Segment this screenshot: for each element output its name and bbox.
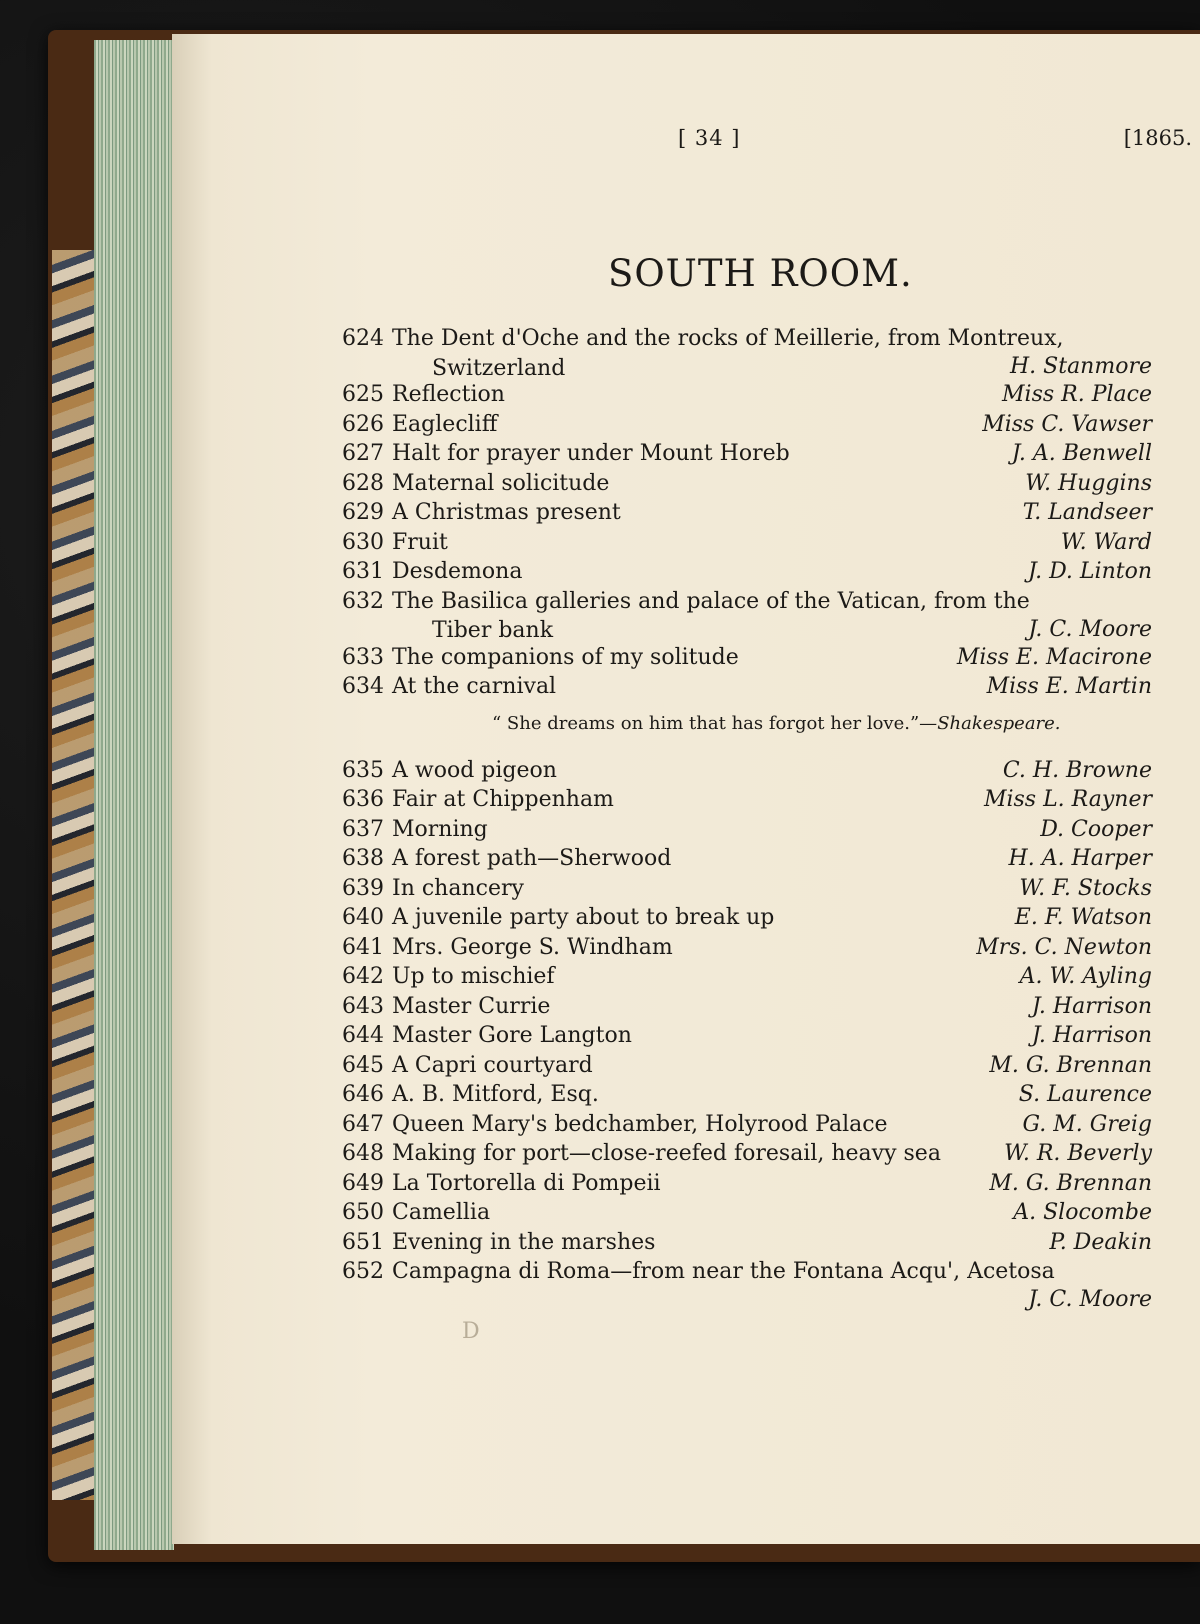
catalogue-entry — [342, 1257, 1152, 1313]
entry-number: 631 — [342, 559, 384, 584]
entry-artist: M. G. Brennan — [989, 1170, 1152, 1196]
entry-title: Campagna di Roma—from near the Fontana Acqu', Acetosa — [392, 1259, 1055, 1284]
entry-artist: Miss E. Martin — [986, 674, 1152, 699]
entry-number: 629 — [342, 500, 384, 525]
entry-title-continued: Switzerland — [432, 355, 566, 381]
entry-number: 634 — [342, 674, 384, 699]
entry-title: Evening in the marshes — [392, 1229, 656, 1255]
catalogue-entry — [342, 844, 1152, 874]
entry-artist: H. Stanmore — [1009, 354, 1152, 379]
entry-title-continued: Tiber bank — [432, 618, 554, 643]
catalogue-entry — [342, 1110, 1152, 1140]
entry-number: 627 — [342, 441, 384, 466]
catalogue-entry — [342, 1228, 1152, 1258]
entry-artist: J. Harrison — [1031, 1023, 1152, 1048]
entry-line — [342, 528, 1152, 558]
entry-number: 650 — [342, 1200, 384, 1225]
catalogue-entry — [342, 498, 1152, 528]
entry-artist: A. W. Ayling — [1019, 964, 1152, 989]
entry-artist: Miss L. Rayner — [983, 787, 1152, 812]
entry-artist: W. F. Stocks — [1019, 875, 1152, 901]
entry-title: Mrs. George S. Windham — [392, 934, 673, 960]
entry-line — [342, 1021, 1152, 1051]
entry-title: Master Currie — [392, 993, 551, 1019]
catalogue-entry — [342, 1051, 1152, 1081]
entry-number: 646 — [342, 1082, 384, 1107]
quote-text: “ She dreams on him that has forgot her love.”— — [492, 712, 938, 734]
running-head — [172, 126, 1200, 156]
entry-title: The Dent d'Oche and the rocks of Meillerie, from Montreux, — [392, 326, 1064, 351]
entry-number: 651 — [342, 1229, 384, 1255]
entry-title: The Basilica galleries and palace of the Vatican, from the — [392, 588, 1030, 614]
catalogue-entry — [342, 785, 1152, 815]
catalogue-entry — [342, 528, 1152, 558]
entries-group-b — [342, 756, 1152, 1314]
entry-title: Maternal solicitude — [392, 470, 610, 496]
quote — [342, 710, 1152, 738]
entry-title: A Christmas present — [392, 500, 621, 525]
entry-number: 637 — [342, 816, 384, 842]
entries-list — [342, 324, 1152, 1313]
entry-number: 645 — [342, 1052, 384, 1078]
entry-artist: Miss C. Vawser — [982, 411, 1152, 437]
catalogue-entry — [342, 672, 1152, 702]
entry-artist: J. A. Benwell — [1011, 441, 1152, 466]
entry-title: Fruit — [392, 529, 448, 555]
entry-artist: J. Harrison — [1031, 993, 1152, 1019]
entry-number: 640 — [342, 905, 384, 930]
page-year: [1865. — [1123, 126, 1192, 150]
entry-line — [342, 587, 1152, 617]
entry-title: Making for port—close-reefed foresail, heavy sea — [392, 1141, 941, 1166]
entry-number: 633 — [342, 644, 384, 670]
entry-artist: D. Cooper — [1040, 816, 1152, 842]
entry-number: 647 — [342, 1111, 384, 1137]
entry-number: 636 — [342, 787, 384, 812]
entry-number: 626 — [342, 411, 384, 437]
entry-title: Fair at Chippenham — [392, 787, 614, 812]
catalogue-entry — [342, 587, 1152, 643]
catalogue-entry — [342, 439, 1152, 469]
entry-artist: W. R. Beverly — [1004, 1141, 1152, 1166]
entry-title: The companions of my solitude — [392, 644, 739, 670]
entry-number: 624 — [342, 326, 384, 351]
entry-artist: E. F. Watson — [1014, 905, 1152, 930]
entry-artist: H. A. Harper — [1008, 846, 1152, 871]
catalogue-entry — [342, 469, 1152, 499]
entry-title: Master Gore Langton — [392, 1023, 632, 1048]
page — [172, 34, 1200, 1544]
entry-number: 652 — [342, 1259, 384, 1284]
page-number: [ 34 ] — [678, 126, 741, 150]
entry-title: At the carnival — [392, 674, 557, 699]
entry-number: 632 — [342, 588, 384, 614]
entry-title: A juvenile party about to break up — [392, 905, 775, 930]
catalogue-entry — [342, 380, 1152, 410]
entry-title: A Capri courtyard — [392, 1052, 593, 1078]
catalogue-entry — [342, 643, 1152, 673]
entry-number: 639 — [342, 875, 384, 901]
catalogue-entry — [342, 1021, 1152, 1051]
section-title: SOUTH ROOM. — [608, 252, 913, 295]
entry-title: In chancery — [392, 875, 524, 901]
catalogue-entry — [342, 756, 1152, 786]
entry-title: Up to mischief — [392, 964, 555, 989]
catalogue-entry — [342, 324, 1152, 380]
entry-title: Morning — [392, 816, 488, 842]
entry-line — [342, 1257, 1152, 1287]
catalogue-entry — [342, 410, 1152, 440]
entry-artist: A. Slocombe — [1013, 1200, 1152, 1225]
entry-number: 630 — [342, 529, 384, 555]
catalogue-entry — [342, 1169, 1152, 1199]
catalogue-entry — [342, 992, 1152, 1022]
entry-artist: S. Laurence — [1018, 1082, 1152, 1107]
entry-title: A. B. Mitford, Esq. — [392, 1082, 599, 1107]
entry-title: A wood pigeon — [392, 757, 557, 783]
catalogue-entry — [342, 815, 1152, 845]
marbled-edge — [52, 250, 94, 1500]
entry-title: La Tortorella di Pompeii — [392, 1170, 661, 1196]
entry-number: 643 — [342, 993, 384, 1019]
entry-artist: M. G. Brennan — [989, 1052, 1152, 1078]
entry-number: 641 — [342, 934, 384, 960]
entry-number: 649 — [342, 1170, 384, 1196]
entry-artist: J. C. Moore — [1028, 616, 1152, 642]
entry-artist: J. D. Linton — [1027, 559, 1152, 584]
catalogue-entry — [342, 1198, 1152, 1228]
catalogue-entry — [342, 962, 1152, 992]
entry-line — [342, 992, 1152, 1022]
entry-number: 635 — [342, 757, 384, 783]
entry-artist: Mrs. C. Newton — [976, 934, 1152, 960]
entry-line — [342, 815, 1152, 845]
entry-title: A forest path—Sherwood — [392, 846, 672, 871]
entry-artist: P. Deakin — [1049, 1229, 1152, 1255]
entry-artist: J. C. Moore — [1028, 1287, 1152, 1312]
entry-artist: W. Ward — [1060, 529, 1152, 555]
catalogue-entry — [342, 1139, 1152, 1169]
entry-title: Desdemona — [392, 559, 523, 584]
entry-number: 638 — [342, 846, 384, 871]
entry-number: 644 — [342, 1023, 384, 1048]
entry-artist: W. Huggins — [1025, 470, 1152, 496]
entry-number: 625 — [342, 382, 384, 407]
entry-title: Queen Mary's bedchamber, Holyrood Palace — [392, 1111, 888, 1137]
page-edges — [94, 40, 174, 1550]
entry-number: 642 — [342, 964, 384, 989]
entry-line — [342, 324, 1152, 354]
entry-number: 648 — [342, 1141, 384, 1166]
quote-author: Shakespeare. — [937, 712, 1061, 734]
catalogue-entry — [342, 557, 1152, 587]
entry-artist: T. Landseer — [1022, 500, 1152, 525]
entry-number: 628 — [342, 470, 384, 496]
catalogue-entry — [342, 1080, 1152, 1110]
entry-title: Reflection — [392, 382, 505, 407]
entry-artist: Miss E. Macirone — [956, 644, 1152, 670]
entry-line — [342, 1228, 1152, 1258]
entry-title: Halt for prayer under Mount Horeb — [392, 441, 790, 466]
entry-artist: Miss R. Place — [1002, 382, 1152, 407]
catalogue-entry — [342, 874, 1152, 904]
entry-artist: C. H. Browne — [1002, 757, 1152, 783]
entry-artist: G. M. Greig — [1022, 1111, 1152, 1137]
entries-group-a — [342, 324, 1152, 702]
catalogue-entry — [342, 903, 1152, 933]
entry-title: Camellia — [392, 1200, 491, 1225]
entry-title: Eaglecliff — [392, 411, 498, 437]
catalogue-entry — [342, 933, 1152, 963]
signature-mark: D — [462, 1319, 480, 1344]
